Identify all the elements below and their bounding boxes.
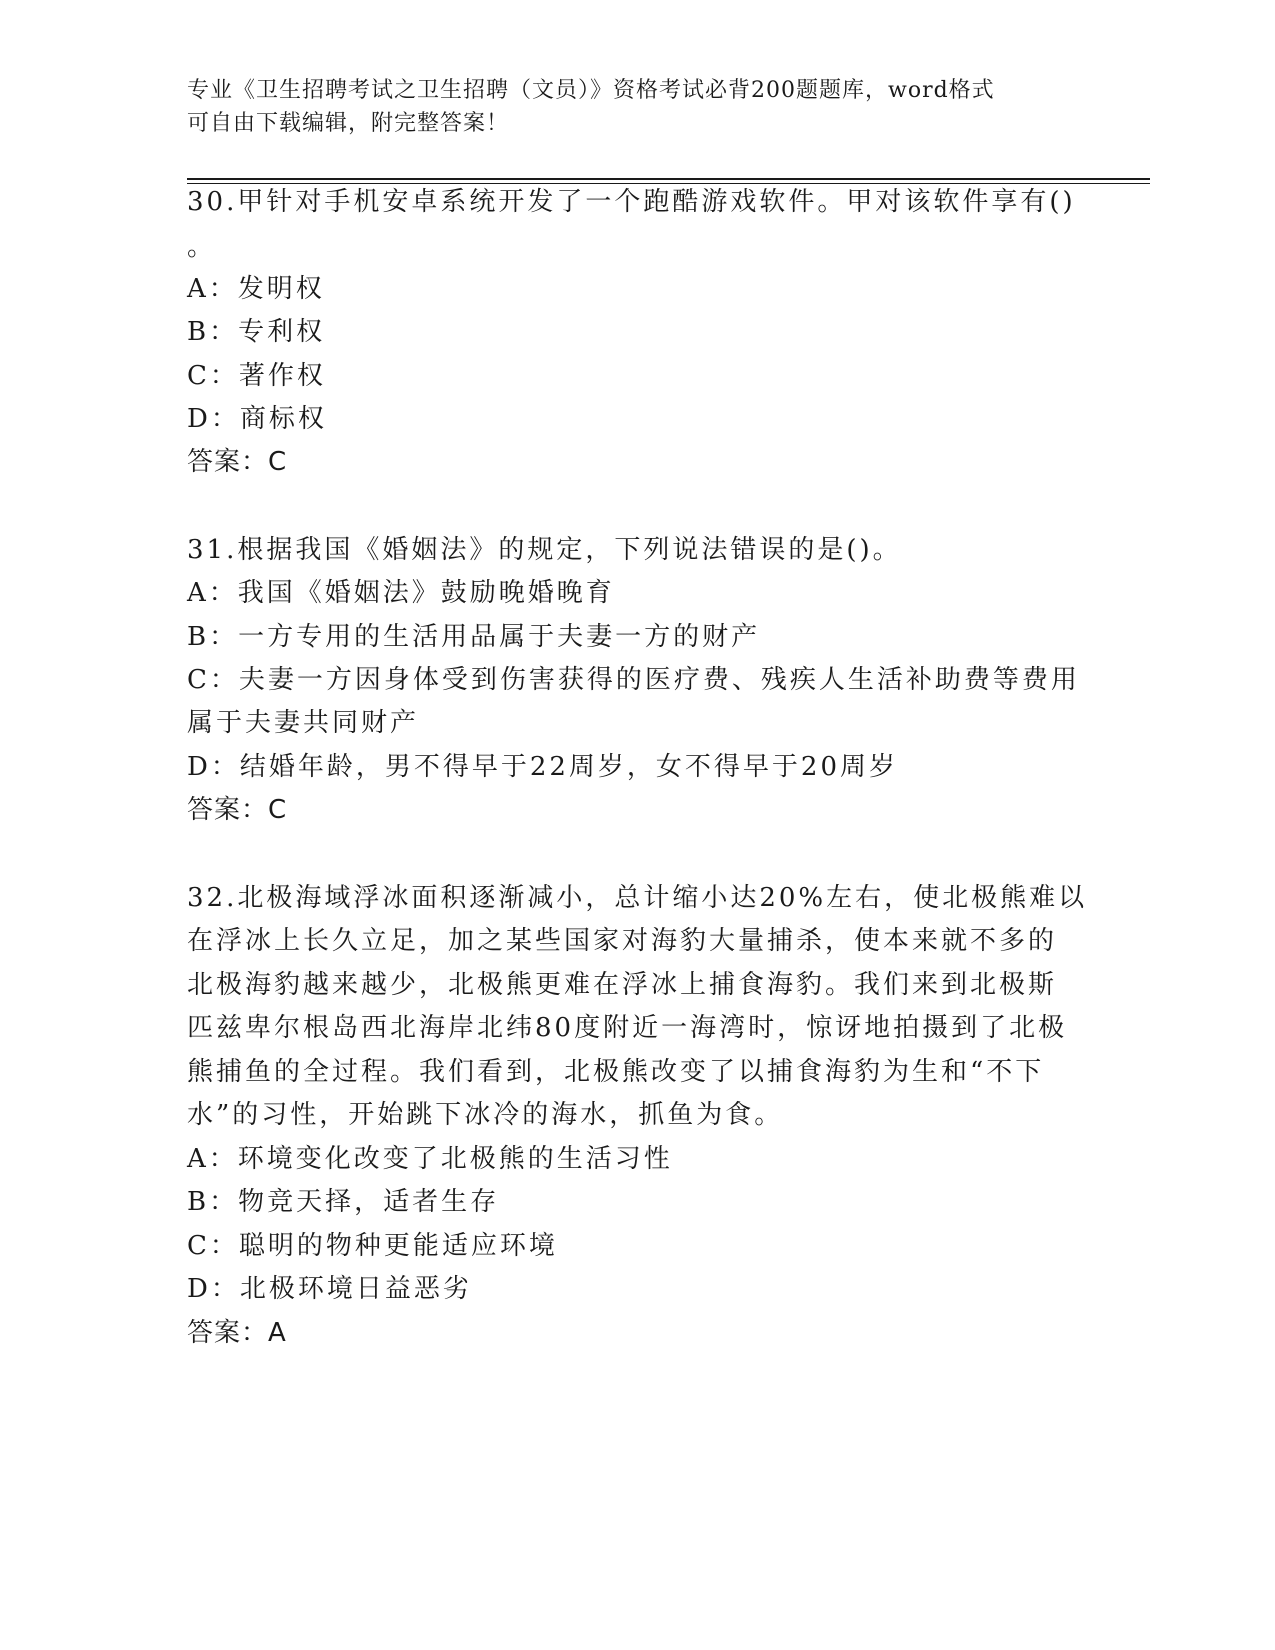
question-31-answer: 答案：C — [187, 795, 288, 825]
header-line-1: 专业《卫生招聘考试之卫生招聘（文员）》资格考试必背200题题库，word格式 — [187, 78, 995, 103]
question-32-option-a: A：环境变化改变了北极熊的生活习性 — [187, 1144, 673, 1174]
question-31-option-c-line-1: C：夫妻一方因身体受到伤害获得的医疗费、残疾人生活补助费等费用 — [187, 665, 1080, 695]
question-31-option-d: D：结婚年龄，男不得早于22周岁，女不得早于20周岁 — [187, 752, 899, 782]
question-31-option-a: A：我国《婚姻法》鼓励晚婚晚育 — [187, 578, 615, 608]
question-32-option-d: D：北极环境日益恶劣 — [187, 1274, 472, 1304]
question-31-stem-line-1: 31.根据我国《婚姻法》的规定，下列说法错误的是()。 — [187, 535, 902, 565]
question-31-option-b: B：一方专用的生活用品属于夫妻一方的财产 — [187, 622, 761, 652]
header-divider-thick — [187, 178, 1150, 180]
question-32-stem-line-4: 匹兹卑尔根岛西北海岸北纬80度附近一海湾时，惊讶地拍摄到了北极 — [187, 1013, 1068, 1043]
header-line-2: 可自由下载编辑，附完整答案！ — [187, 111, 510, 136]
question-32-stem-line-2: 在浮冰上长久立足，加之某些国家对海豹大量捕杀，使本来就不多的 — [187, 926, 1058, 956]
question-30-option-b: B：专利权 — [187, 317, 326, 347]
question-32-stem-line-6: 水”的习性，开始跳下冰冷的海水，抓鱼为食。 — [187, 1100, 784, 1130]
question-32-option-b: B：物竞天择，适者生存 — [187, 1187, 500, 1217]
question-30-option-d: D：商标权 — [187, 404, 327, 434]
question-30-stem-line-1: 30.甲针对手机安卓系统开发了一个跑酷游戏软件。甲对该软件享有() — [187, 187, 1076, 217]
question-30-option-c: C：著作权 — [187, 361, 326, 391]
question-30-option-a: A：发明权 — [187, 274, 325, 304]
question-32-option-c: C：聪明的物种更能适应环境 — [187, 1231, 558, 1261]
document-header — [187, 74, 1067, 140]
question-32-stem-line-5: 熊捕鱼的全过程。我们看到，北极熊改变了以捕食海豹为生和“不下 — [187, 1057, 1045, 1087]
question-32-stem-line-3: 北极海豹越来越少，北极熊更难在浮冰上捕食海豹。我们来到北极斯 — [187, 970, 1058, 1000]
header-divider-thin — [187, 183, 1150, 184]
question-31-option-c-line-2: 属于夫妻共同财产 — [187, 708, 420, 738]
question-30-stem-line-2: 。 — [187, 232, 217, 262]
question-30-answer: 答案：C — [187, 447, 288, 477]
question-32-answer: 答案：A — [187, 1318, 287, 1348]
question-32-stem-line-1: 32.北极海域浮冰面积逐渐减小，总计缩小达20%左右，使北极熊难以 — [187, 883, 1088, 913]
